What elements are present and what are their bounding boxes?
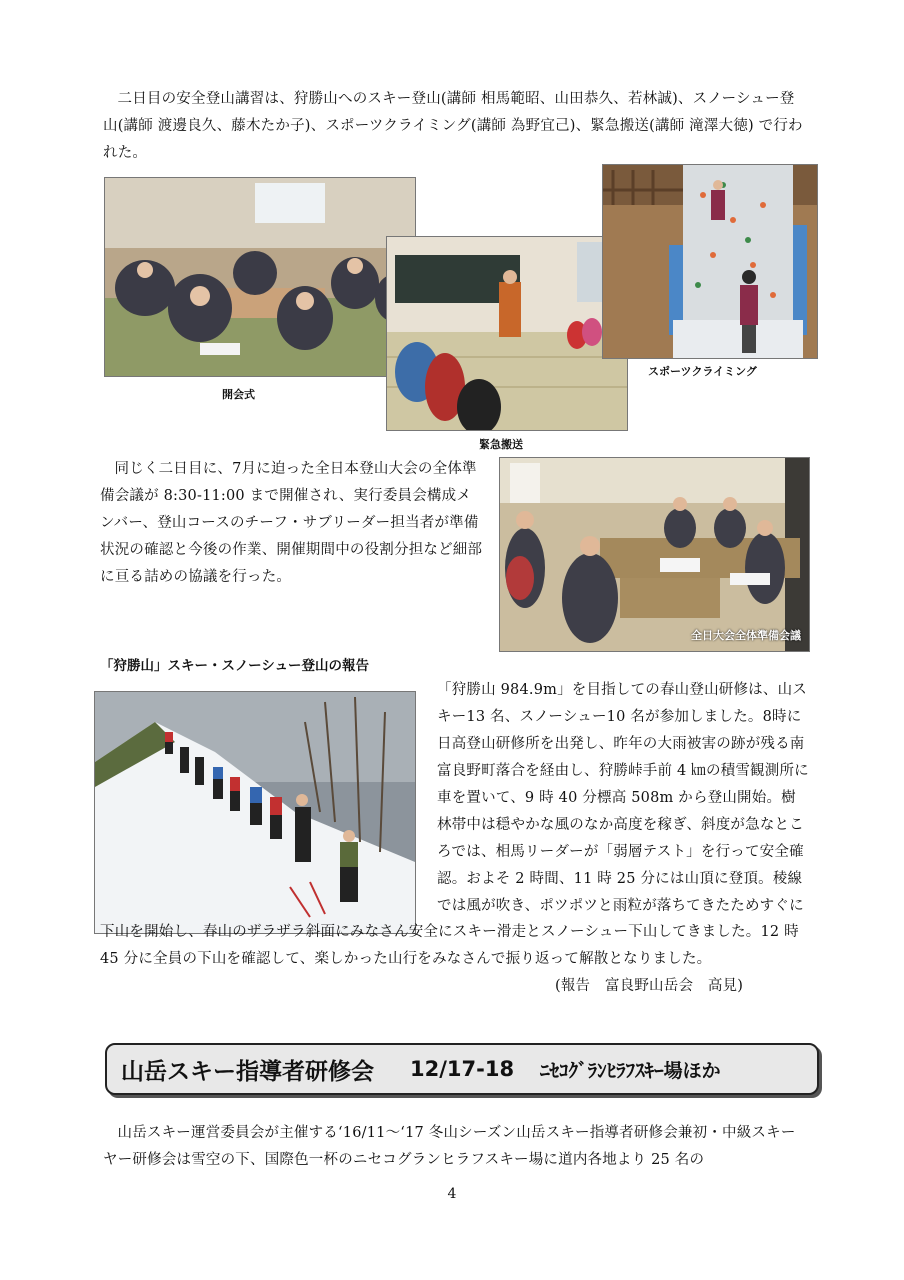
report-paragraph-continuation: 下山を開始し、春山のザラザラ斜面にみなさん安全にスキー滑走とスノーシュー下山してきました。12 時 45 分に全員の下山を確認して、楽しかった山行をみなさんで振り返って解散となりました。 (100, 924, 799, 967)
banner-date: 12/17-18 (410, 1057, 515, 1081)
report-signature: (報告 富良野山岳会 高見) (555, 978, 744, 994)
sports-climbing-photo (602, 164, 818, 359)
emergency-transport-photo (386, 236, 628, 431)
meeting-paragraph: 同じく二日目に、7月に迫った全日本登山大会の全体準備会議が 8:30-11:00 まで開催され、実行委員会構成メンバー、登山コースのチーフ・サブリーダー担当者が準備状況の確認と今後の作業、開催期間中の役割分担など細部に亘る詰めの協議を行った。 (100, 461, 483, 585)
banner-title: 山岳スキー指導者研修会 (121, 1058, 374, 1085)
ski-training-banner (105, 1043, 819, 1095)
page-number: 4 (447, 1186, 457, 1202)
opening-ceremony-photo (104, 177, 416, 377)
banner-place: ﾆｾｺｸﾞﾗﾝﾋﾗﾌｽｷｰ場ほか (540, 1059, 721, 1082)
opening-ceremony-caption: 開会式 (222, 388, 255, 401)
ski-climbing-photo (94, 691, 416, 934)
intro-paragraph: 二日目の安全登山講習は、狩勝山へのスキー登山(講師 相馬範昭、山田恭久、若林誠)、スノーシュー登山(講師 渡邊良久、藤木たか子)、スポーツクライミング(講師 為野宜己)、緊急搬送(講師 滝澤大徳) で行われた。 (103, 91, 803, 161)
report-heading: 「狩勝山」スキー・スノーシュー登山の報告 (100, 658, 370, 674)
preparation-meeting-photo (499, 457, 810, 652)
ski-training-paragraph: 山岳スキー運営委員会が主催する‘16/11～‘17 冬山シーズン山岳スキー指導者研修会兼初・中級スキーヤー研修会は雪空の下、国際色一杯のニセコグランヒラフスキー場に道内各地より 25 名の (103, 1125, 796, 1168)
report-paragraph-upper: 「狩勝山 984.9m」を目指しての春山登山研修は、山スキー13 名、スノーシュー10 名が参加しました。8時に日高登山研修所を出発し、昨年の大雨被害の跡が残る南富良野町落合を経由し、狩勝峠手前 4 ㎞の積雪観測所に車を置いて、9 時 40 分標高 508m から登山開始。樹林帯中は穏やかな風のなか高度を稼ぎ、斜度が急なところでは、相馬リーダーが「弱層テスト」を行って安全確認。およそ 2 時間、11 時 25 分には山頂に登頂。稜線では風が吹き、ポツポツと雨粒が落ちてきたためすぐに (437, 682, 809, 914)
emergency-transport-caption: 緊急搬送 (479, 438, 523, 451)
sports-climbing-caption: スポーツクライミング (648, 365, 757, 378)
preparation-meeting-caption: 全日大会全体準備会議 (691, 629, 801, 642)
